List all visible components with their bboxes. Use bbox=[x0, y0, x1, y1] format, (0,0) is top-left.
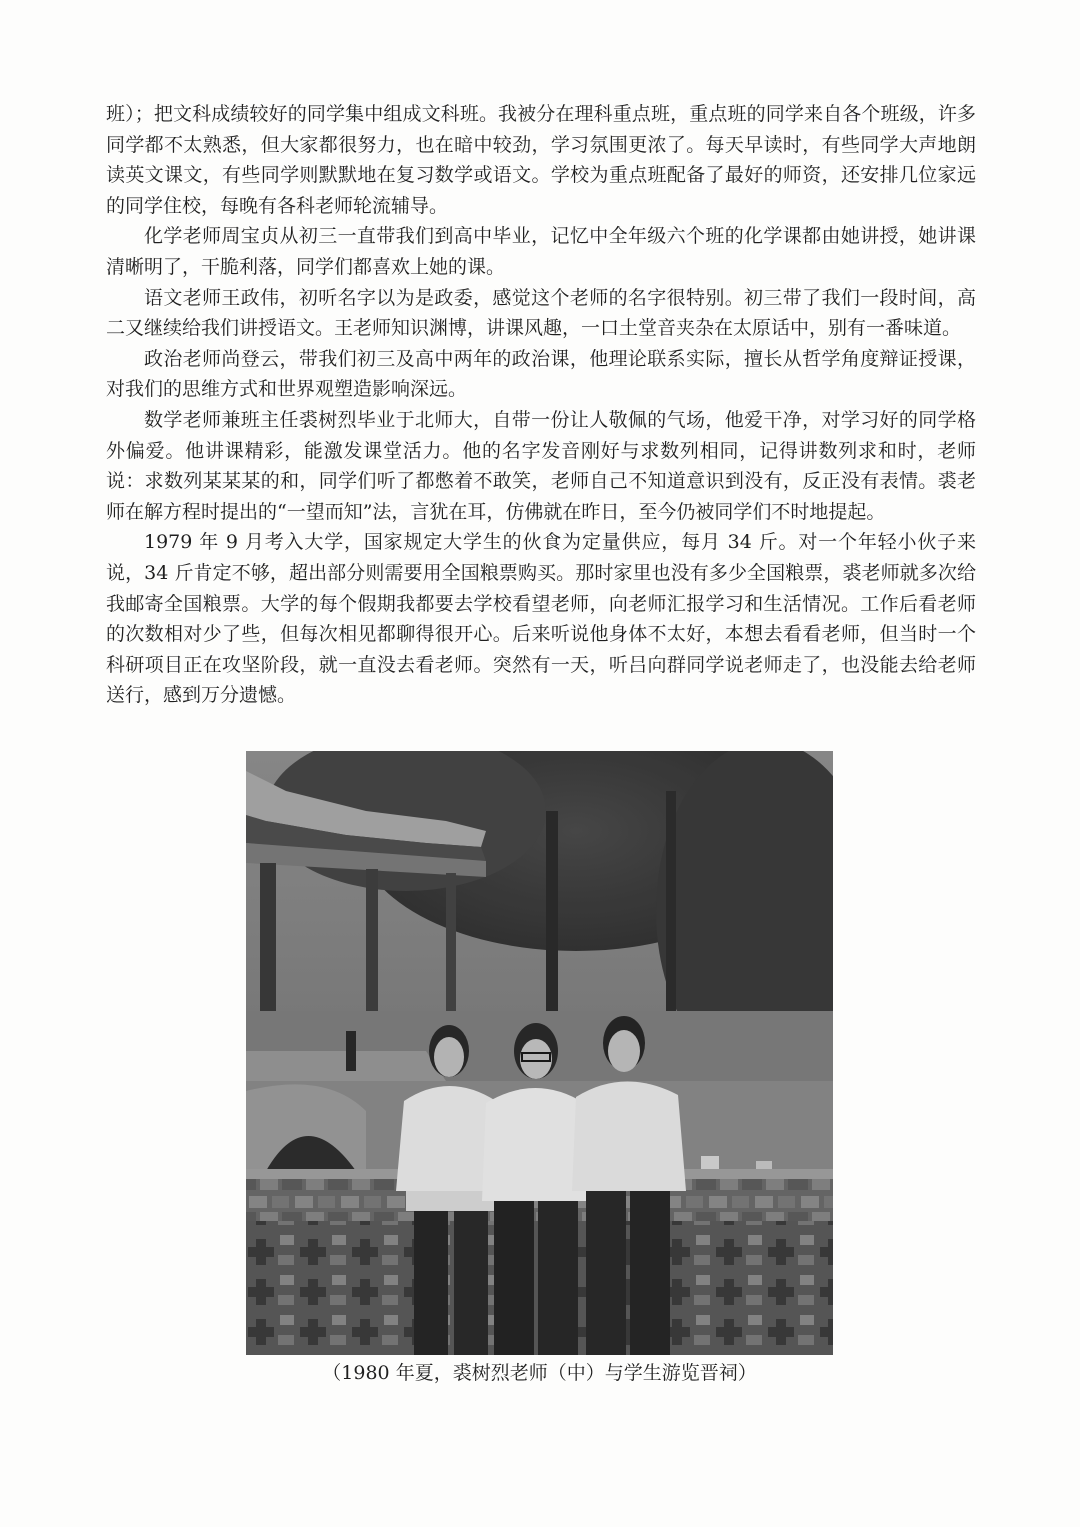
paragraph-chinese-teacher: 语文老师王政伟，初听名字以为是政委，感觉这个老师的名字很特别。初三带了我们一段时间，高二又继续给我们讲授语文。王老师知识渊博，讲课风趣，一口土堂音夹杂在太原话中，别有一番味道。 bbox=[106, 286, 976, 340]
paragraph-continuation: 班）；把文科成绩较好的同学集中组成文科班。我被分在理科重点班，重点班的同学来自各个班级，许多同学都不太熟悉，但大家都很努力，也在暗中较劲，学习氛围更浓了。每天早读时，有些同学大声地朗读英文课文，有些同学则默默地在复习数学或语文。学校为重点班配备了最好的师资，还安排几位家远的同学住校，每晚有各科老师轮流辅导。 bbox=[106, 103, 976, 217]
paragraph-university: 1979 年 9 月考入大学，国家规定大学生的伙食为定量供应，每月 34 斤。对一个年轻小伙子来说，34 斤肯定不够，超出部分则需要用全国粮票购买。那时家里也没有多少全国粮票，裘老师就多次给我邮寄全国粮票。大学的每个假期我都要去学校看望老师，向老师汇报学习和生活情况。工作后看老师的次数相对少了些，但每次相见都聊得很开心。后来听说他身体不太好，本想去看看老师，但当时一个科研项目正在攻坚阶段，就一直没去看老师。突然有一天，听吕向群同学说老师走了，也没能去给老师送行，感到万分遗憾。 bbox=[106, 531, 976, 707]
photo-illustration bbox=[246, 751, 833, 1355]
photo-caption: （1980 年夏，裘树烈老师（中）与学生游览晋祠） bbox=[322, 1362, 757, 1384]
historical-photo bbox=[246, 751, 833, 1355]
paragraph-chemistry-teacher: 化学老师周宝贞从初三一直带我们到高中毕业，记忆中全年级六个班的化学课都由她讲授，她讲课清晰明了，干脆利落，同学们都喜欢上她的课。 bbox=[106, 225, 976, 278]
paragraph-politics-teacher: 政治老师尚登云，带我们初三及高中两年的政治课，他理论联系实际，擅长从哲学角度辩证授课，对我们的思维方式和世界观塑造影响深远。 bbox=[106, 347, 976, 401]
body-text bbox=[106, 99, 976, 711]
paragraph-math-teacher: 数学老师兼班主任裘树烈毕业于北师大，自带一份让人敬佩的气场，他爱干净，对学习好的同学格外偏爱。他讲课精彩，能激发课堂活力。他的名字发音刚好与求数列相同，记得讲数列求和时，老师说：求数列某某某的和，同学们听了都憋着不敢笑，老师自己不知道意识到没有，反正没有表情。裘老师在解方程时提出的“一望而知”法，言犹在耳，仿佛就在昨日，至今仍被同学们不时地提起。 bbox=[106, 408, 976, 523]
